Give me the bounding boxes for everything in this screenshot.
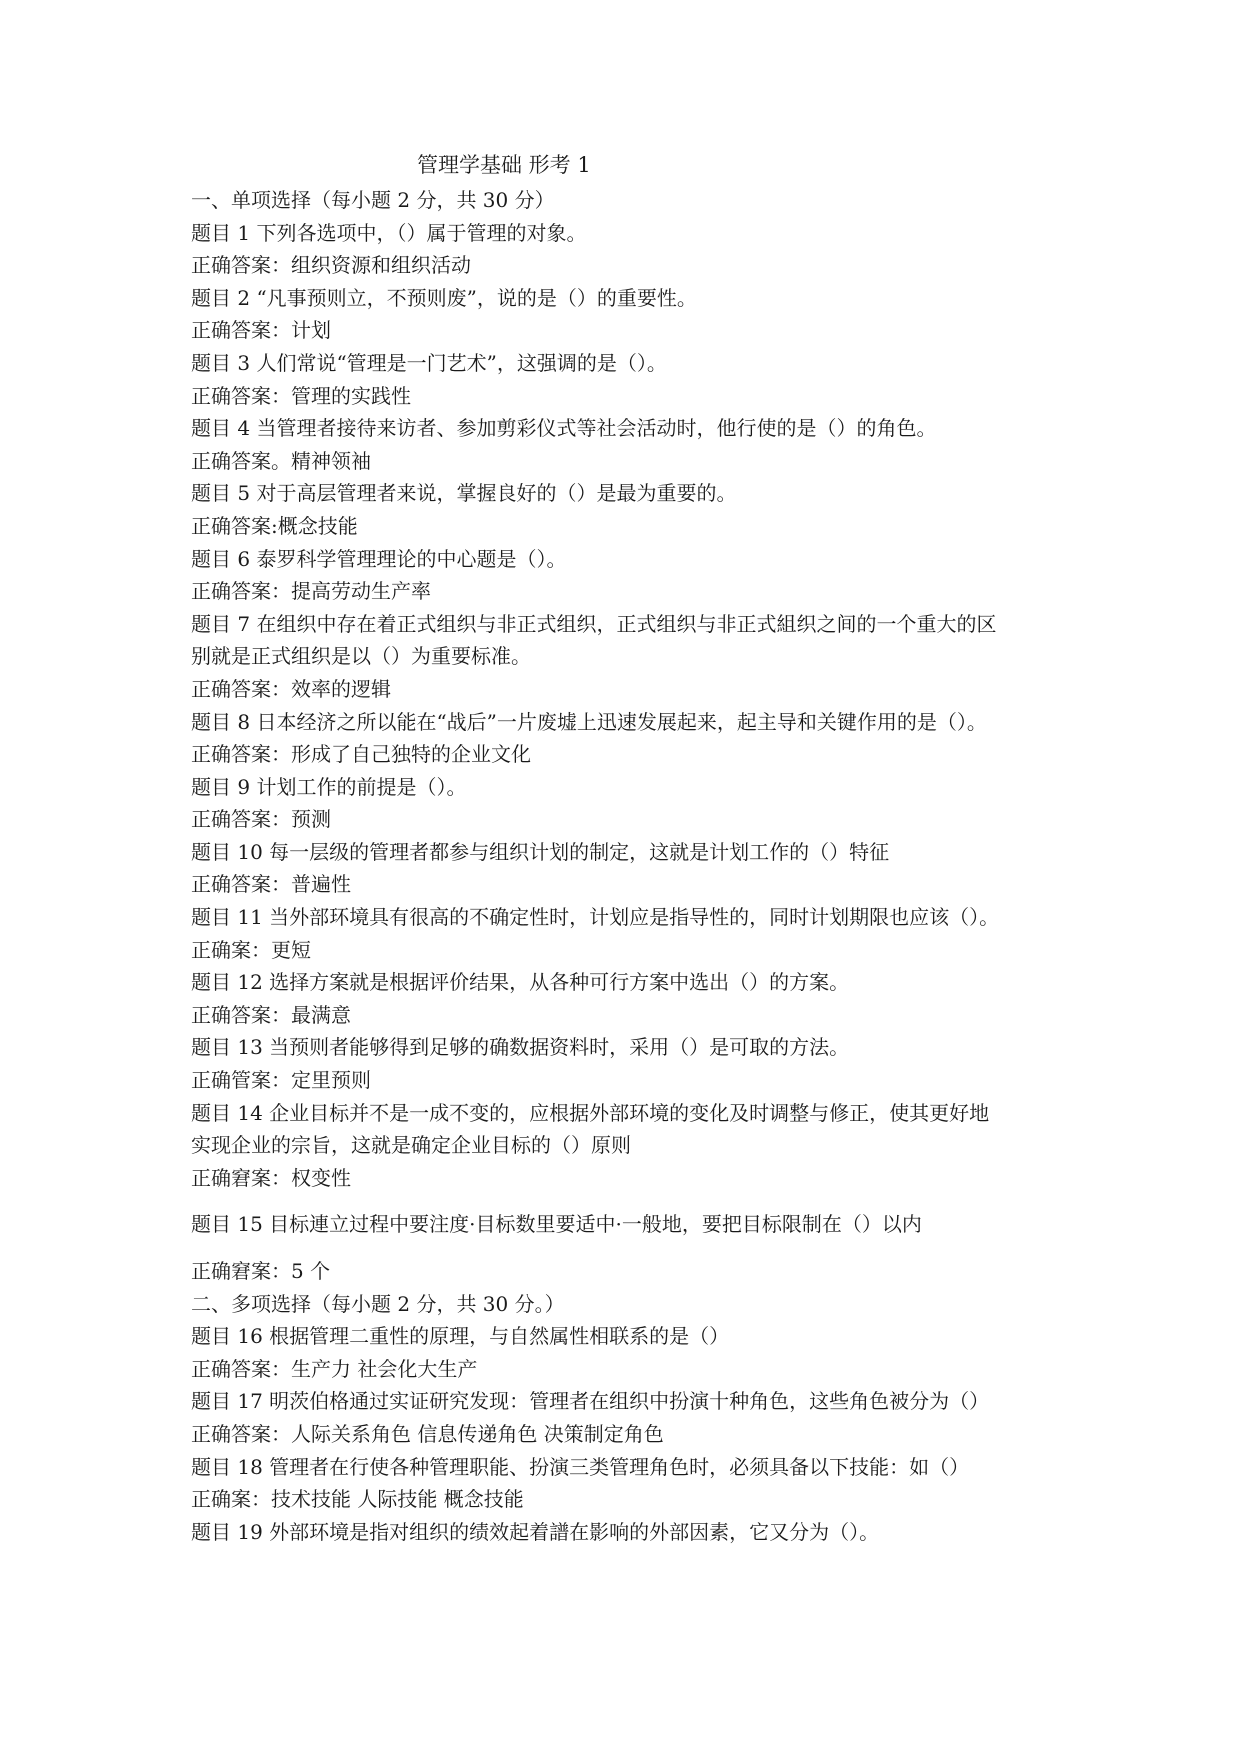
question-line: 题目 9 计划工作的前提是（）。 (191, 774, 467, 799)
question-line: 题目 12 选择方案就是根据评价结果，从各种可行方案中选出（）的方案。 (191, 970, 850, 995)
answer-line: 正确答案。精神领袖 (191, 448, 371, 473)
answer-line: 正确答案：最满意 (191, 1002, 351, 1027)
answer-line: 正确答案:概念技能 (191, 513, 358, 538)
section-heading: 一、单项选择（每小题 2 分，共 30 分） (191, 188, 555, 212)
question-line: 题目 7 在组织中存在着正式组织与非正式组织，正式组织与非正式組织之间的一个重大的区 (191, 611, 997, 636)
question-line-continuation: 别就是正式组织是以（）为重要标准。 (191, 644, 531, 669)
answer-line: 正确答案：计划 (191, 318, 331, 343)
question-line: 题目 11 当外部环境具有很高的不确定性时，计划应是指导性的，同时计划期限也应该（）。 (191, 905, 1000, 930)
question-line: 题目 10 每一层级的管理者都参与组织计划的制定，这就是计划工作的（）特征 (191, 839, 890, 864)
question-line: 题目 18 管理者在行使各种管理职能、扮演三类管理角色时，必须具备以下技能：如（） (191, 1454, 970, 1479)
question-line: 题目 14 企业目标并不是一成不变的，应根据外部环境的变化及时调整与修正，使其更好地 (191, 1100, 990, 1125)
answer-line: 正确答案：管理的实践性 (191, 383, 411, 408)
question-line: 题目 2 “凡事预则立，不预则废”，说的是（）的重要性。 (191, 285, 697, 310)
question-line: 题目 5 对于高层管理者来说，掌握良好的（）是最为重要的。 (191, 481, 737, 506)
document-title: 管理学基础 形考 1 (417, 153, 591, 177)
answer-line: 正确答案：人际关系角色 信息传递角色 决策制定角色 (191, 1421, 664, 1446)
question-line: 题目 1 下列各选项中，（）属于管理的对象。 (191, 220, 587, 245)
answer-line: 正确答案：效率的逻辑 (191, 676, 391, 701)
answer-line: 正确窘案：5 个 (191, 1259, 331, 1283)
question-line: 题目 16 根据管理二重性的原理，与自然属性相联系的是（） (191, 1324, 730, 1349)
answer-line: 正确答案：普遍性 (191, 872, 351, 897)
document-body (191, 184, 1071, 1548)
answer-line: 正确答案：预测 (191, 807, 331, 832)
question-line: 题目 15 目标連立过程中要注度·目标数里要适中·一般地，要把目标限制在（）以内 (191, 1212, 922, 1237)
question-line: 题目 17 明茨伯格通过实证研究发现：管理者在组织中扮演十种角色，这些角色被分为（） (191, 1389, 990, 1414)
answer-line: 正确答案：组织资源和组织活动 (191, 253, 471, 278)
question-line: 题目 19 外部环境是指对组织的绩效起着譜在影响的外部因素，它又分为（）。 (191, 1519, 880, 1544)
answer-line: 正确窘案：权变性 (191, 1165, 351, 1190)
question-line: 题目 6 泰罗科学管理理论的中心题是（）。 (191, 546, 567, 571)
answer-line: 正确答案：形成了自己独特的企业文化 (191, 742, 531, 767)
answer-line: 正确案：技术技能 人际技能 概念技能 (191, 1487, 524, 1512)
answer-line: 正确答案：生产力 社会化大生产 (191, 1356, 478, 1381)
answer-line: 正确答案：提高劳动生产率 (191, 579, 431, 604)
answer-line: 正确管案：定里预则 (191, 1068, 371, 1093)
question-line: 题目 13 当预则者能够得到足够的确数据资料时，采用（）是可取的方法。 (191, 1035, 850, 1060)
question-line: 题目 8 日本经济之所以能在“战后”一片废墟上迅速发展起来，起主导和关键作用的是（）。 (191, 709, 987, 734)
answer-line: 正确案：更短 (191, 937, 311, 962)
question-line: 题目 4 当管理者接待来访者、参加剪彩仪式等社会活动时，他行使的是（）的角色。 (191, 416, 937, 441)
section-heading: 二、多项选择（每小题 2 分，共 30 分。） (191, 1291, 565, 1316)
question-line: 题目 3 人们常说“管理是一门艺术”，这强调的是（）。 (191, 350, 667, 375)
question-line-continuation: 实现企业的宗旨，这就是确定企业目标的（）原则 (191, 1133, 631, 1158)
